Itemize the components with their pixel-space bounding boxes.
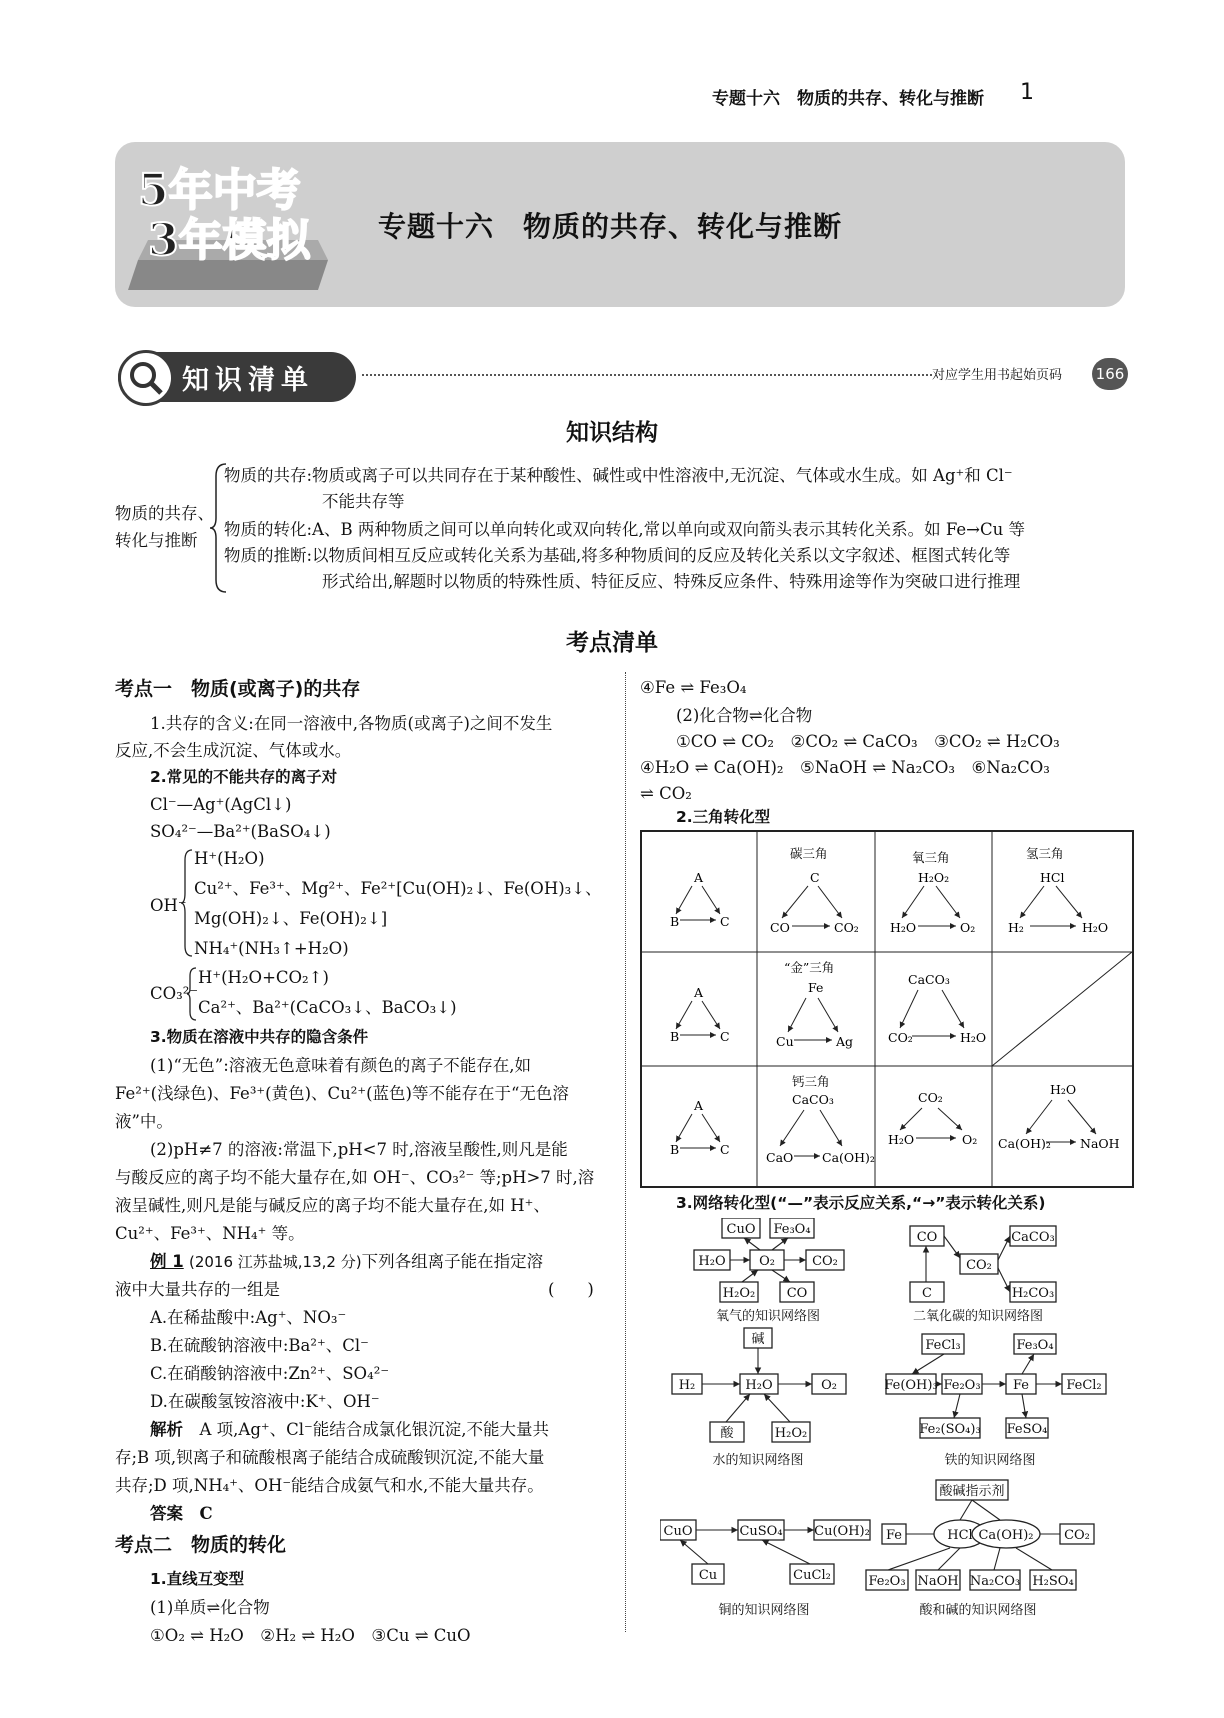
svg-text:CuO: CuO [663,1524,693,1539]
ion-pair-cl: Cl⁻—Ag⁺(AgCl↓) [150,795,292,814]
triangle-table [640,830,1134,1188]
svg-text:CuO: CuO [726,1222,756,1237]
kaodian-2-title: 考点二 物质的转化 [115,1534,287,1556]
oh-ion: OH⁻ [150,896,187,915]
svg-text:NaOH: NaOH [917,1574,959,1589]
option-b: B.在硫酸钠溶液中:Ba²⁺、Cl⁻ [150,1336,369,1355]
svg-text:铁的知识网络图: 铁的知识网络图 [944,1453,1036,1468]
answer-blank: ( ) [548,1280,594,1299]
generic-triangle-3 [670,1098,730,1157]
svg-text:O₂: O₂ [821,1378,837,1393]
svg-text:H₂SO₄: H₂SO₄ [1032,1574,1074,1589]
svg-text:Cu: Cu [698,1568,718,1583]
analysis-text-1: A 项,Ag⁺、Cl⁻能结合成氯化银沉淀,不能大量共 [199,1420,549,1439]
svg-text:Fe(OH)₃: Fe(OH)₃ [884,1378,938,1393]
coexist-definition: 1.共存的含义:在同一溶液中,各物质(或离子)之间不发生 [150,714,553,733]
svg-text:H₂O: H₂O [745,1378,773,1393]
section-label: 知识清单 [182,365,314,396]
svg-text:氧气的知识网络图: 氧气的知识网络图 [715,1309,821,1324]
caco3-triangle [888,972,986,1045]
co2-triangle [888,1090,977,1147]
section-ref-text: 对应学生用书起始页码 [932,368,1063,383]
example-source: (2016 江苏盐城,13,2 分) [188,1253,362,1271]
svg-text:H₂O₂: H₂O₂ [918,870,950,885]
calcium-triangle [766,1074,875,1165]
oh-brace [180,848,194,958]
hidden-cond-1: (1)“无色”:溶液无色意味着有颜色的离子不能存在,如 [150,1056,532,1075]
svg-text:H₂O: H₂O [1082,920,1109,935]
example-question-cont: 液中大量共存的一组是 [115,1280,280,1299]
svg-text:Fe₃O₄: Fe₃O₄ [773,1222,811,1237]
svg-text:CaO: CaO [766,1150,794,1165]
svg-text:CO₂: CO₂ [1064,1528,1090,1543]
oxygen-triangle [890,850,975,935]
element-compound-examples: ①O₂ ⇌ H₂O ②H₂ ⇌ H₂O ③Cu ⇌ CuO [150,1626,471,1645]
svg-text:HCl: HCl [1040,870,1065,885]
tri-generic-left: B [670,914,680,929]
svg-text:Na₂CO₃: Na₂CO₃ [969,1574,1021,1589]
answer-value: C [199,1504,213,1523]
svg-text:CO₂: CO₂ [966,1258,992,1273]
option-c: C.在硝酸钠溶液中:Zn²⁺、SO₄²⁻ [150,1364,390,1383]
oh-pair-2: Cu²⁺、Fe³⁺、Mg²⁺、Fe²⁺[Cu(OH)₂↓、Fe(OH)₃↓、 [194,879,602,898]
svg-text:FeCl₂: FeCl₂ [1066,1378,1102,1393]
svg-text:H₂O₂: H₂O₂ [722,1286,756,1301]
svg-text:钙三角: 钙三角 [792,1074,830,1089]
svg-text:FeCl₃: FeCl₃ [925,1338,961,1353]
svg-text:Ag: Ag [836,1034,854,1049]
svg-text:H₂O: H₂O [1050,1082,1077,1097]
svg-text:Cu: Cu [776,1034,794,1049]
running-title: 专题十六 物质的共存、转化与推断 [712,89,984,109]
co3-ion: CO₃²⁻ [150,984,199,1003]
answer-label: 答案 [150,1504,183,1523]
svg-text:A: A [694,985,704,1000]
compound-examples-1: ①CO ⇌ CO₂ ②CO₂ ⇌ CaCO₃ ③CO₂ ⇌ H₂CO₃ [676,732,1060,751]
compound-compound-heading: (2)化合物⇌化合物 [676,706,813,725]
logo-line2: 3年模拟 [148,215,311,266]
answer [150,1500,213,1527]
svg-text:Fe: Fe [1012,1378,1030,1393]
example-question: 下列各组离子能在指定溶 [361,1252,544,1271]
hidden-conditions-heading: 3.物质在溶液中共存的隐含条件 [150,1028,369,1046]
svg-text:CO₂: CO₂ [812,1254,838,1269]
example-label: 例 1 [150,1252,184,1271]
oh-pair-1: H⁺(H₂O) [194,849,265,868]
svg-text:Fe: Fe [808,980,824,995]
hidden-cond-2b: 与酸反应的离子均不能大量存在,如 OH⁻、CO₃²⁻ 等;pH>7 时,溶 [115,1168,595,1187]
svg-text:O₂: O₂ [960,920,976,935]
svg-text:CO: CO [786,1286,808,1301]
hydrogen-triangle [1008,846,1108,935]
tri-generic-right: C [720,914,730,929]
svg-text:H₂O₂: H₂O₂ [774,1426,808,1441]
structure-branch-coexist-cont: 不能共存等 [322,492,405,511]
hidden-cond-2d: Cu²⁺、Fe³⁺、NH₄⁺ 等。 [115,1224,305,1243]
oh-pair-3: Mg(OH)₂↓、Fe(OH)₂↓] [194,909,388,928]
magnifier-icon [118,350,174,406]
svg-text:酸碱指示剂: 酸碱指示剂 [939,1484,1005,1499]
svg-text:H₂CO₃: H₂CO₃ [1011,1286,1055,1301]
h2o-triangle [998,1082,1120,1151]
hidden-cond-2: (2)pH≠7 的溶液:常温下,pH<7 时,溶液呈酸性,则凡是能 [150,1140,568,1159]
svg-text:酸和碱的知识网络图: 酸和碱的知识网络图 [919,1603,1037,1618]
svg-text:Fe₂(SO₄)₃: Fe₂(SO₄)₃ [919,1422,981,1437]
svg-text:酸: 酸 [720,1426,734,1441]
svg-text:CaCO₃: CaCO₃ [792,1092,834,1107]
svg-text:氢三角: 氢三角 [1026,846,1064,861]
oh-pair-4: NH₄⁺(NH₃↑+H₂O) [194,939,349,958]
svg-text:Fe₂O₃: Fe₂O₃ [943,1378,981,1393]
generic-triangle-1 [670,870,730,929]
svg-text:Fe₂O₃: Fe₂O₃ [868,1574,906,1589]
fe-fe3o4: ④Fe ⇌ Fe₃O₄ [640,678,747,697]
carbon-triangle [770,846,859,935]
ion-pair-so4: SO₄²⁻—Ba²⁺(BaSO₄↓) [150,822,331,841]
svg-text:H₂: H₂ [678,1378,696,1393]
co3-brace [186,966,198,1022]
structure-root-1: 物质的共存、 [115,504,214,523]
svg-text:氧三角: 氧三角 [912,850,950,865]
element-compound-heading: (1)单质⇌化合物 [150,1598,270,1617]
compound-examples-3: ⇌ CO₂ [640,784,692,803]
svg-text:Fe₃O₄: Fe₃O₄ [1016,1338,1054,1353]
svg-text:铜的知识网络图: 铜的知识网络图 [718,1603,810,1618]
svg-text:CaCO₃: CaCO₃ [908,972,950,987]
column-divider [625,672,626,1632]
option-d: D.在碳酸氢铵溶液中:K⁺、OH⁻ [150,1392,380,1411]
tri-generic-top: A [694,870,704,885]
analysis-text-3: 共存;D 项,NH₄⁺、OH⁻能结合成氨气和水,不能大量共存。 [115,1476,544,1495]
svg-text:CaCO₃: CaCO₃ [1011,1230,1055,1245]
structure-branch-infer-cont: 形式给出,解题时以物质的特殊性质、特征反应、特殊反应条件、特殊用途等作为突破口进行推理 [322,572,1021,591]
svg-text:B: B [670,1142,680,1157]
svg-text:H₂O: H₂O [698,1254,726,1269]
linear-type-heading: 1.直线互变型 [150,1570,245,1588]
analysis-text-2: 存;B 项,钡离子和硫酸根离子能结合成硫酸钡沉淀,不能大量 [115,1448,545,1467]
svg-text:Ca(OH)₂: Ca(OH)₂ [998,1136,1051,1151]
co3-pair-2: Ca²⁺、Ba²⁺(CaCO₃↓、BaCO₃↓) [198,998,457,1017]
page-title: 专题十六 物质的共存、转化与推断 [378,210,843,243]
svg-text:Fe: Fe [885,1528,903,1543]
svg-text:碱: 碱 [751,1332,765,1347]
svg-text:O₂: O₂ [962,1132,978,1147]
svg-text:水的知识网络图: 水的知识网络图 [712,1453,804,1468]
svg-text:NaOH: NaOH [1080,1136,1120,1151]
svg-text:二氧化碳的知识网络图: 二氧化碳的知识网络图 [912,1309,1044,1324]
kaodian-1-title: 考点一 物质(或离子)的共存 [115,678,361,700]
svg-text:Cu(OH)₂: Cu(OH)₂ [814,1524,870,1539]
option-a: A.在稀盐酸中:Ag⁺、NO₃⁻ [150,1308,347,1327]
svg-text:Ca(OH)₂: Ca(OH)₂ [978,1528,1034,1543]
triangle-type-heading: 2.三角转化型 [676,808,771,826]
svg-text:CO: CO [770,920,790,935]
section-ref-page: 166 [1092,358,1128,390]
structure-root-2: 转化与推断 [115,531,198,550]
hidden-cond-1c: 液”中。 [115,1112,173,1131]
ion-pairs-heading: 2.常见的不能共存的离子对 [150,768,338,786]
example-1 [150,1248,543,1276]
coexist-definition-cont: 反应,不会生成沉淀、气体或水。 [115,741,352,760]
knowledge-structure-heading: 知识结构 [566,420,658,446]
svg-text:H₂O: H₂O [890,920,917,935]
svg-text:CO₂: CO₂ [888,1030,913,1045]
svg-text:“金”三角: “金”三角 [784,960,835,975]
co3-pair-1: H⁺(H₂O+CO₂↑) [198,968,329,987]
svg-text:CO: CO [916,1230,938,1245]
generic-triangle-2 [670,985,730,1044]
svg-text:H₂: H₂ [1008,920,1024,935]
svg-text:FeSO₄: FeSO₄ [1006,1422,1048,1437]
svg-text:C: C [720,1029,730,1044]
svg-text:CO₂: CO₂ [834,920,859,935]
svg-text:C: C [720,1142,730,1157]
svg-text:A: A [694,1098,704,1113]
network-type-heading: 3.网络转化型(“—”表示反应关系,“→”表示转化关系) [676,1194,1046,1212]
network-diagrams [660,1218,1130,1638]
logo-line1: 5年中考 [138,165,301,216]
hidden-cond-2c: 液呈碱性,则凡是能与碱反应的离子均不能大量存在,如 H⁺、 [115,1196,550,1215]
svg-text:Ca(OH)₂: Ca(OH)₂ [822,1150,875,1165]
analysis [150,1416,549,1443]
svg-text:B: B [670,1029,680,1044]
compound-examples-2: ④H₂O ⇌ Ca(OH)₂ ⑤NaOH ⇌ Na₂CO₃ ⑥Na₂CO₃ [640,758,1050,777]
svg-text:C: C [810,870,820,885]
gold-triangle [776,960,853,1049]
svg-text:H₂O: H₂O [888,1132,915,1147]
section-divider [362,374,932,376]
svg-text:O₂: O₂ [759,1254,775,1269]
series-logo [118,150,338,300]
svg-text:C: C [922,1286,932,1301]
svg-text:CO₂: CO₂ [918,1090,943,1105]
svg-text:CuCl₂: CuCl₂ [793,1568,831,1583]
hidden-cond-1b: Fe²⁺(浅绿色)、Fe³⁺(黄色)、Cu²⁺(蓝色)等不能存在于“无色溶 [115,1084,569,1103]
svg-text:HCl: HCl [947,1528,973,1543]
checklist-heading: 考点清单 [566,630,658,656]
structure-branch-infer: 物质的推断:以物质间相互反应或转化关系为基础,将多种物质间的反应及转化关系以文字叙述、框图式转化等 [224,546,1011,565]
structure-branch-coexist: 物质的共存:物质或离子可以共同存在于某种酸性、碱性或中性溶液中,无沉淀、气体或水生成。如 Ag⁺和 Cl⁻ [224,466,1013,485]
svg-text:CuSO₄: CuSO₄ [739,1524,783,1539]
structure-branch-convert: 物质的转化:A、B 两种物质之间可以单向转化或双向转化,常以单向或双向箭头表示其转化关系。如 Fe→Cu 等 [224,520,1025,539]
analysis-label: 解析 [150,1420,183,1439]
svg-text:碳三角: 碳三角 [790,846,828,861]
svg-text:H₂O: H₂O [960,1030,987,1045]
page-number: 1 [1020,80,1034,105]
